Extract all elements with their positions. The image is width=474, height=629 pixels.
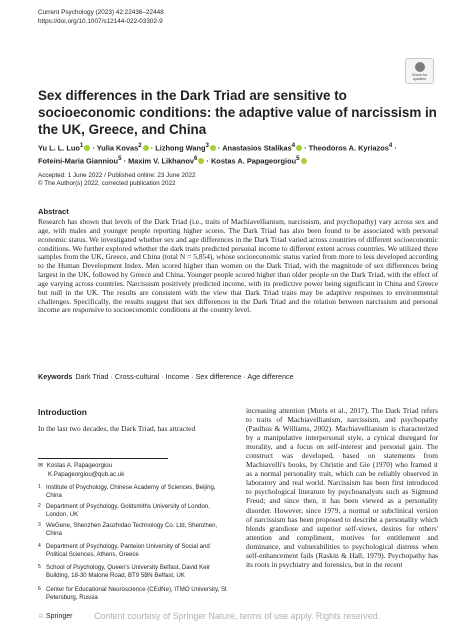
journal-info	[38, 9, 164, 26]
author-name: Theodoros A. Kyriazos	[308, 143, 389, 153]
correspondence	[38, 462, 124, 478]
courtesy-notice: Content courtesy of Springer Nature, terms of use apply. Rights reserved.	[94, 611, 380, 621]
keywords-list: Dark Triad · Cross-cultural · Income · Sex difference · Age difference	[75, 372, 294, 381]
affiliation: 6 Center for Educational Neuroscience (CEdNe), ITMO University, St Petersburg, Russia	[38, 586, 227, 601]
journal-citation: Current Psychology (2023) 42:22436–22448	[38, 9, 164, 16]
orcid-icon[interactable]	[84, 145, 90, 151]
keywords	[38, 372, 438, 381]
badge-text: Check for updates	[411, 73, 428, 81]
author-name: Kostas A. Papageorgiou	[210, 156, 297, 166]
corresponding-email[interactable]: K.Papageorgiou@qub.ac.uk	[48, 470, 125, 478]
author-name: Anastasios Stalikas	[222, 143, 292, 153]
introduction-left-text: In the last two decades, the Dark Triad, has attracted	[38, 424, 196, 433]
author-name: Yu L. L. Luo	[38, 143, 80, 153]
affiliation: 4 Department of Psychology, Panteion University of Social and Political Sciences, Athens, Greece	[38, 543, 210, 558]
introduction-heading: Introduction	[38, 407, 87, 417]
orcid-icon[interactable]	[210, 145, 216, 151]
springer-horse-icon: ♘	[38, 613, 45, 620]
envelope-icon: ✉	[38, 463, 44, 469]
springer-logo: ♘ Springer	[38, 613, 73, 620]
author-name: Foteini-Maria Gianniou	[38, 156, 119, 166]
author-name: Yulia Kovas	[96, 143, 139, 153]
orcid-icon[interactable]	[296, 145, 302, 151]
orcid-icon[interactable]	[301, 158, 307, 164]
doi-link[interactable]: https://doi.org/10.1007/s12144-022-03302-9	[38, 17, 163, 25]
affiliation: 1 Institute of Psychology, Chinese Academy of Sciences, Beijing, China	[38, 484, 216, 499]
abstract-heading: Abstract	[38, 207, 69, 216]
orcid-icon[interactable]	[198, 158, 204, 164]
keywords-label: Keywords	[38, 372, 73, 381]
footnote-divider	[38, 458, 168, 459]
author-name: Lizhong Wang	[155, 143, 206, 153]
publication-dates: Accepted: 1 June 2022 / Published online: 23 June 2022 © The Author(s) 2022, corrected publication 2022	[38, 172, 196, 188]
affiliation: 5 School of Psychology, Queen's University Belfast, David Keir Building, 18-30 Malone Road, BT9 5BN Belfast, UK	[38, 564, 210, 579]
check-for-updates-icon	[415, 62, 425, 72]
affiliation: 2 Department of Psychology, Goldsmiths University of London, London, UK	[38, 503, 210, 518]
introduction-right-text: increasing attention (Muris et al., 2017). The Dark Triad refers to traits of Machiavellianism, narcissism, and psychopathy (Paulhus & Williams, 2002). Machiavellianism is characterized by a manipulative interpersonal style, a cynical disregard for morality, and a focus on self-interest and personal gain. The construct was developed, based on statements from Machiavelli's books, by Christie and Gie (1970) who framed it as a normal personality trait, which can be reliably observed in laboratory and real world. Narcissism has been first introduced to psychological literature by psychoanalysts such as Sigmund Freud; and since then, it has been viewed as a personality disorder. However, since 1979, a normal or subclinical version of narcissism has been proposed to describe a personality which blends grandiose and superior self-views, desires for others' attention and compliment, motives for entitlement and dominance, and vulnerabilities to psychological distress when self-enhancement fails (Raskin & Hall, 1979). Psychopathy has its roots in psychiatry and forensics, but in the recent	[246, 406, 438, 569]
author-name: Maxim V. Likhanov	[128, 156, 194, 166]
abstract-text: Research has shown that levels of the Dark Triad (i.e., traits of Machiavellianism, narcissism, and psychopathy) vary across sex and age, with males and younger people reporting higher scores. The Dark Triad has also been found to be associated with personal economic status. We investigated whether sex and age differences in the Dark Triad varied across countries of different socioeconomic conditions. We further explored whether the dark traits predicted personal income to different extent across countries. We utilized three samples from the UK, Greece, and China (total N = 5,854), whose socioeconomic status varied from more to less developed according to the Human Development Index. Men scored higher than women on the Dark Triad, with the magnitude of sex differences being largest in the UK, followed by Greece and China. Younger people scored higher than older people on the Dark Triad, with the effect of age varying across countries. Narcissism positively predicted income, with its predictive power being significant in China and Greece but null in the UK. The results are consistent with the view that Dark Triad traits may be adaptive responses to environmental challenges. Specifically, the results suggest that sex differences in the Dark Triad and the relation between narcissism and personal income are responsive to socioeconomic conditions at the country level.	[38, 217, 438, 315]
check-for-updates-badge[interactable]	[405, 58, 434, 84]
corresponding-author: Kostas A. Papageorgiou	[46, 462, 113, 469]
author-list: Yu L. L. Luo$^1$ · Yulia Kovas$^2$ · Lizhong Wang$^3$ · Anastasios Stalikas$^4$ · Theodoros A. Kyriazos$^4$ · Foteini-Maria Gianniou$^5$ · Maxim V. Likhanov$^6$ · Kostas A. Papageorgiou$^5$	[38, 142, 397, 166]
affiliation: 3 WeGene, Shenzhen Zaozhidao Technology Co. Ltd, Shenzhen, China	[38, 522, 218, 537]
orcid-icon[interactable]	[143, 145, 149, 151]
article-title: Sex differences in the Dark Triad are sensitive to socioeconomic conditions: the adaptive value of narcissism in the UK, Greece, and China	[38, 88, 437, 137]
